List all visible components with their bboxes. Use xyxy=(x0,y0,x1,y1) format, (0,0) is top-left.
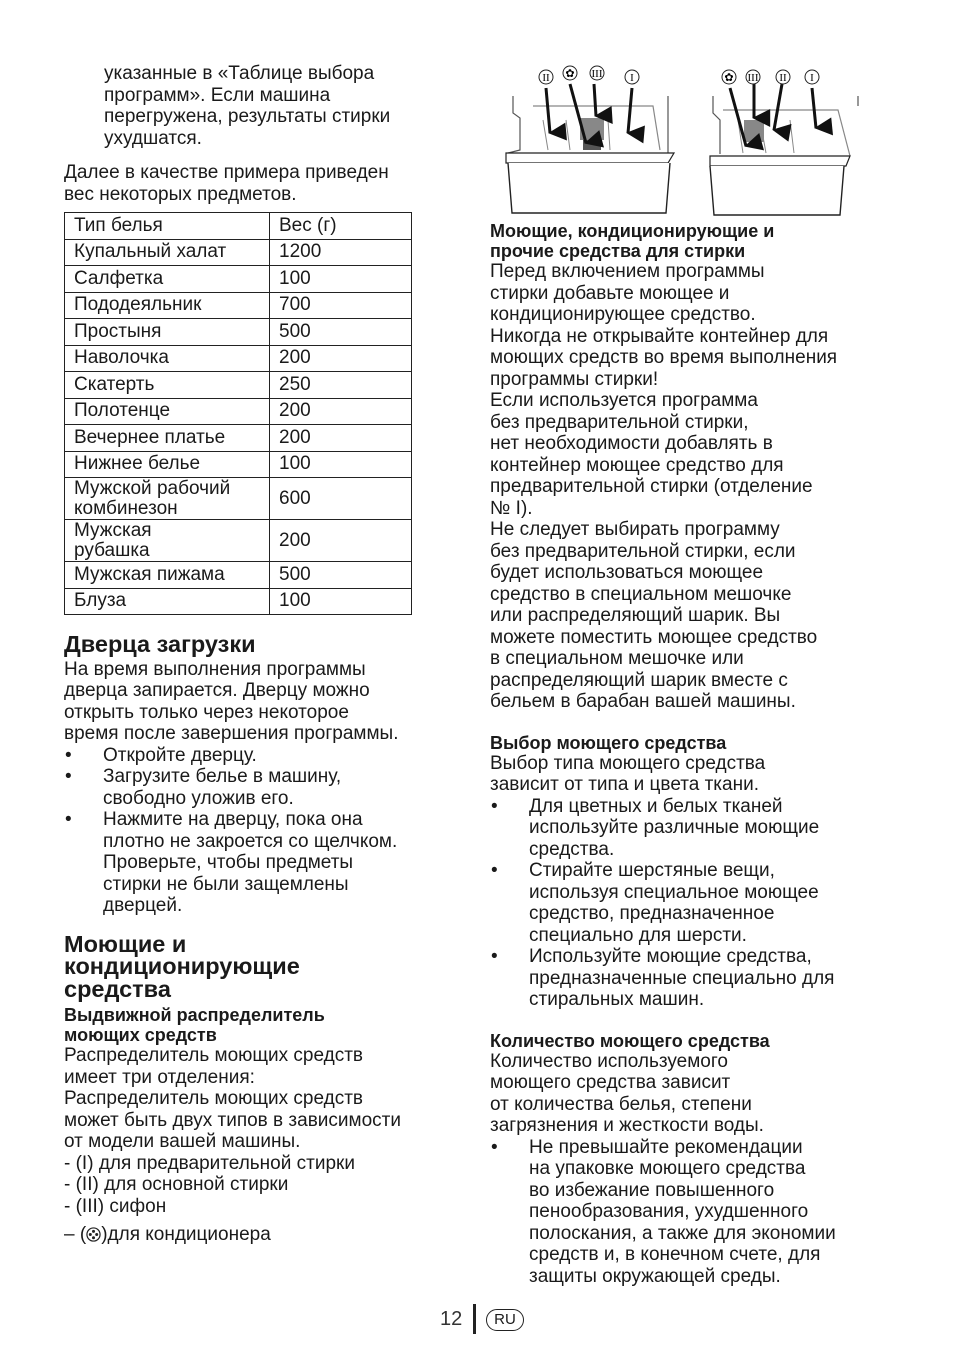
text-line: дверца запирается. Дверцу можно xyxy=(64,680,370,701)
text-line: время после завершения программы. xyxy=(64,723,399,744)
weight-cell: 500 xyxy=(270,319,412,346)
table-row xyxy=(65,372,412,399)
quantity-heading: Количество моющего средства xyxy=(490,1030,770,1051)
text-line: предварительной стирки (отделение xyxy=(490,476,813,497)
text-line: Количество используемого xyxy=(490,1050,728,1072)
header-cell: Вес (г) xyxy=(270,213,412,240)
weight-cell: 100 xyxy=(270,588,412,615)
list-item xyxy=(490,796,895,861)
heading-line: Выдвижной распределитель xyxy=(64,1005,325,1025)
text-line: моющих средств во время выполнения xyxy=(490,347,838,368)
item-name: Вечернее платье xyxy=(74,426,226,448)
weight-cell: 700 xyxy=(270,292,412,319)
item-cell xyxy=(65,451,270,478)
dispenser-2-labels xyxy=(722,70,819,84)
header-cell: Тип белья xyxy=(65,213,270,240)
text-line: перегружена, результаты стирки xyxy=(104,106,391,127)
item-name-cont: рубашка xyxy=(74,539,150,561)
text-line: Если используется программа xyxy=(490,390,758,411)
text-line: кондиционирующее средство. xyxy=(490,304,756,325)
list-item xyxy=(64,809,464,917)
text-line: моющего средства зависит xyxy=(490,1072,731,1093)
item-name: Скатерть xyxy=(74,373,155,395)
weight-cell: 100 xyxy=(270,266,412,293)
item-cell xyxy=(65,345,270,372)
text-line: загрязнения и жесткости воды. xyxy=(490,1115,764,1136)
heading-line: прочие средства для стирки xyxy=(490,241,746,261)
item-cell xyxy=(65,292,270,319)
text-line: специально для шерсти. xyxy=(529,924,747,946)
compartment-label: II xyxy=(542,72,550,84)
item-cell xyxy=(65,562,270,589)
text-line: № I). xyxy=(490,497,533,519)
table-row xyxy=(65,319,412,346)
text-line: на упаковке моющего средства xyxy=(529,1158,806,1179)
choice-list xyxy=(490,796,895,1011)
text-line: свободно уложив его. xyxy=(103,787,294,809)
text-line: зависит от типа и цвета ткани. xyxy=(490,774,759,795)
heading-line: Моющие и xyxy=(64,930,187,957)
item-name: Нижнее белье xyxy=(74,453,201,475)
compartment-label: II xyxy=(779,72,787,84)
table-row xyxy=(65,239,412,266)
text-line: используйте различные моющие xyxy=(529,817,820,838)
compartment-label: ✿ xyxy=(724,72,734,84)
text-line: стирки добавьте моющее и xyxy=(490,282,730,304)
text-line: имеет три отделения: xyxy=(64,1066,255,1088)
text-line: указанные в «Таблице выбора xyxy=(104,63,375,84)
laundry-weight-table xyxy=(64,212,412,615)
left-column xyxy=(64,63,464,1246)
softener-line xyxy=(64,1224,464,1246)
item-name: Мужская xyxy=(74,519,152,541)
text-line: Для цветных и белых тканей xyxy=(529,795,783,817)
item-name: Блуза xyxy=(74,590,127,612)
text-line: средство в специальном мешочке xyxy=(490,583,792,605)
table-header-row xyxy=(65,213,412,240)
dispenser-type-2 xyxy=(710,84,858,215)
text-line: На время выполнения программы xyxy=(64,658,366,680)
item-cell xyxy=(65,425,270,452)
page-footer xyxy=(0,1304,954,1334)
bullet-icon: • xyxy=(491,1136,498,1158)
item-cell xyxy=(65,398,270,425)
weight-cell: 200 xyxy=(270,425,412,452)
list-item xyxy=(490,860,895,946)
text-line: - (II) для основной стирки xyxy=(64,1174,289,1195)
footer-divider xyxy=(473,1304,476,1334)
text-line: контейнер моющее средство для xyxy=(490,454,784,476)
item-name: Купальный халат xyxy=(74,241,227,263)
item-cell xyxy=(65,319,270,346)
agents-paragraph xyxy=(490,261,895,713)
text-line: Не следует выбирать программу xyxy=(490,519,780,540)
compartment-label: ✿ xyxy=(565,68,575,80)
list-item xyxy=(64,766,464,809)
text-line: Откройте дверцу. xyxy=(103,744,257,766)
text-line: без предварительной стирки, xyxy=(490,411,749,433)
table-row xyxy=(65,345,412,372)
quantity-list xyxy=(490,1137,895,1288)
bullet-icon: • xyxy=(491,860,498,881)
weight-cell: 200 xyxy=(270,520,412,562)
item-cell xyxy=(65,266,270,293)
item-name: Простыня xyxy=(74,320,162,342)
choice-heading: Выбор моющего средства xyxy=(490,732,727,753)
text-line: Используйте моющие средства, xyxy=(529,946,812,967)
table-row xyxy=(65,451,412,478)
language-badge: RU xyxy=(486,1309,524,1331)
text-line: пенообразования, ухудшенного xyxy=(529,1201,809,1222)
text-line: защиты окружающей среды. xyxy=(529,1265,781,1287)
item-cell xyxy=(65,520,270,562)
text-line: от количества белья, степени xyxy=(490,1093,752,1115)
right-column xyxy=(490,221,895,1287)
text-line: без предварительной стирки, если xyxy=(490,540,796,562)
text-line: Нажмите на дверцу, пока она xyxy=(103,809,363,830)
choice-paragraph xyxy=(490,753,895,796)
dispenser-subheading xyxy=(64,1005,464,1045)
item-cell xyxy=(65,372,270,399)
text-line: Загрузите белье в машину, xyxy=(103,766,342,787)
text-line: полоскания, а также для экономии xyxy=(529,1222,836,1244)
text-line: ухудшатся. xyxy=(104,127,202,149)
table-row xyxy=(65,562,412,589)
door-steps-list xyxy=(64,745,464,917)
text-line: Далее в качестве примера приведен xyxy=(64,162,389,183)
quantity-paragraph xyxy=(490,1051,895,1137)
softener-suffix: )для кондиционера xyxy=(101,1224,271,1245)
text-line: Перед включением программы xyxy=(490,261,765,282)
text-line: от модели вашей машины. xyxy=(64,1131,301,1152)
item-name: Пододеяльник xyxy=(74,294,202,316)
weight-cell: 600 xyxy=(270,478,412,520)
text-line: в специальном мешочке или xyxy=(490,648,744,669)
weight-cell: 100 xyxy=(270,451,412,478)
text-line: дверцей. xyxy=(103,895,183,916)
agents-heading xyxy=(490,221,895,261)
dispenser-paragraph xyxy=(64,1045,464,1246)
heading-line: Моющие, кондиционирующие и xyxy=(490,221,775,241)
list-item xyxy=(64,745,464,767)
door-heading: Дверца загрузки xyxy=(64,631,256,657)
softener-prefix: – ( xyxy=(64,1224,87,1245)
bullet-icon: • xyxy=(491,946,498,967)
item-name: Салфетка xyxy=(74,267,164,289)
item-name: Полотенце xyxy=(74,400,171,422)
bullet-icon: • xyxy=(65,744,72,766)
text-line: программ». Если машина xyxy=(104,84,331,106)
weight-cell: 200 xyxy=(270,398,412,425)
text-line: Никогда не открывайте контейнер для xyxy=(490,325,829,347)
text-line: может быть двух типов в зависимости xyxy=(64,1109,401,1131)
item-cell xyxy=(65,478,270,520)
text-line: средства. xyxy=(529,838,615,860)
list-item xyxy=(490,946,895,1011)
text-line: предназначенные специально для xyxy=(529,967,835,989)
item-name: Мужская пижама xyxy=(74,563,225,585)
dispenser-diagram xyxy=(498,58,898,218)
table-row xyxy=(65,425,412,452)
text-line: используя специальное моющее xyxy=(529,881,819,903)
dispenser-type-1 xyxy=(506,84,674,213)
compartment-label: III xyxy=(747,72,759,84)
text-line: средств и, в конечном счете, для xyxy=(529,1244,821,1265)
text-line: бельем в барабан вашей машины. xyxy=(490,691,796,712)
compartment-label: III xyxy=(591,68,603,80)
text-line: стиральных машин. xyxy=(529,989,705,1010)
table-row xyxy=(65,266,412,293)
table-row xyxy=(65,588,412,615)
table-row xyxy=(65,398,412,425)
intro-paragraph xyxy=(64,63,464,149)
compartment-label: I xyxy=(630,72,634,84)
heading-line: кондиционирующие xyxy=(64,953,300,979)
text-line: Стирайте шерстяные вещи, xyxy=(529,860,775,881)
heading-line: моющих средств xyxy=(64,1025,217,1045)
table-row xyxy=(65,520,412,562)
weight-cell: 200 xyxy=(270,345,412,372)
text-line: вес некоторых предметов. xyxy=(64,183,297,205)
item-name-cont: комбинезон xyxy=(74,497,178,519)
item-cell xyxy=(65,588,270,615)
weight-cell: 250 xyxy=(270,372,412,399)
dispenser-1-labels xyxy=(539,66,639,84)
text-line: Проверьте, чтобы предметы xyxy=(103,852,354,873)
table-row xyxy=(65,478,412,520)
text-line: - (I) для предварительной стирки xyxy=(64,1152,355,1174)
text-line: стирки не были защемлены xyxy=(103,873,349,895)
flower-icon xyxy=(86,1227,101,1242)
page-number: 12 xyxy=(440,1308,463,1330)
text-line: - (III) сифон xyxy=(64,1195,167,1217)
text-line: Распределитель моющих средств xyxy=(64,1045,364,1066)
item-cell xyxy=(65,239,270,266)
text-line: открыть только через некоторое xyxy=(64,701,349,723)
list-item xyxy=(490,1137,895,1288)
text-line: можете поместить моющее средство xyxy=(490,626,818,648)
text-line: нет необходимости добавлять в xyxy=(490,433,773,454)
text-line: средство, предназначенное xyxy=(529,903,775,924)
item-name: Наволочка xyxy=(74,347,169,369)
table-row xyxy=(65,292,412,319)
item-name: Мужской рабочий xyxy=(74,477,231,499)
text-line: Распределитель моющих средств xyxy=(64,1088,364,1109)
weight-cell: 500 xyxy=(270,562,412,589)
heading-line: средства xyxy=(64,975,171,1002)
text-line: распределяющий шарик вместе с xyxy=(490,669,788,691)
weight-cell: 1200 xyxy=(270,239,412,266)
bullet-icon: • xyxy=(65,766,72,787)
text-line: плотно не закроется со щелчком. xyxy=(103,830,398,852)
text-line: или распределяющий шарик. Вы xyxy=(490,605,781,626)
text-line: будет использоваться моющее xyxy=(490,562,764,583)
text-line: Выбор типа моющего средства xyxy=(490,752,766,774)
detergents-heading xyxy=(64,930,464,1002)
example-paragraph xyxy=(64,162,464,205)
door-paragraph xyxy=(64,659,464,745)
text-line: программы стирки! xyxy=(490,368,659,390)
text-line: Не превышайте рекомендации xyxy=(529,1136,803,1158)
bullet-icon: • xyxy=(65,809,72,830)
bullet-icon: • xyxy=(491,795,498,817)
compartment-label: I xyxy=(810,72,814,84)
text-line: во избежание повышенного xyxy=(529,1179,775,1201)
